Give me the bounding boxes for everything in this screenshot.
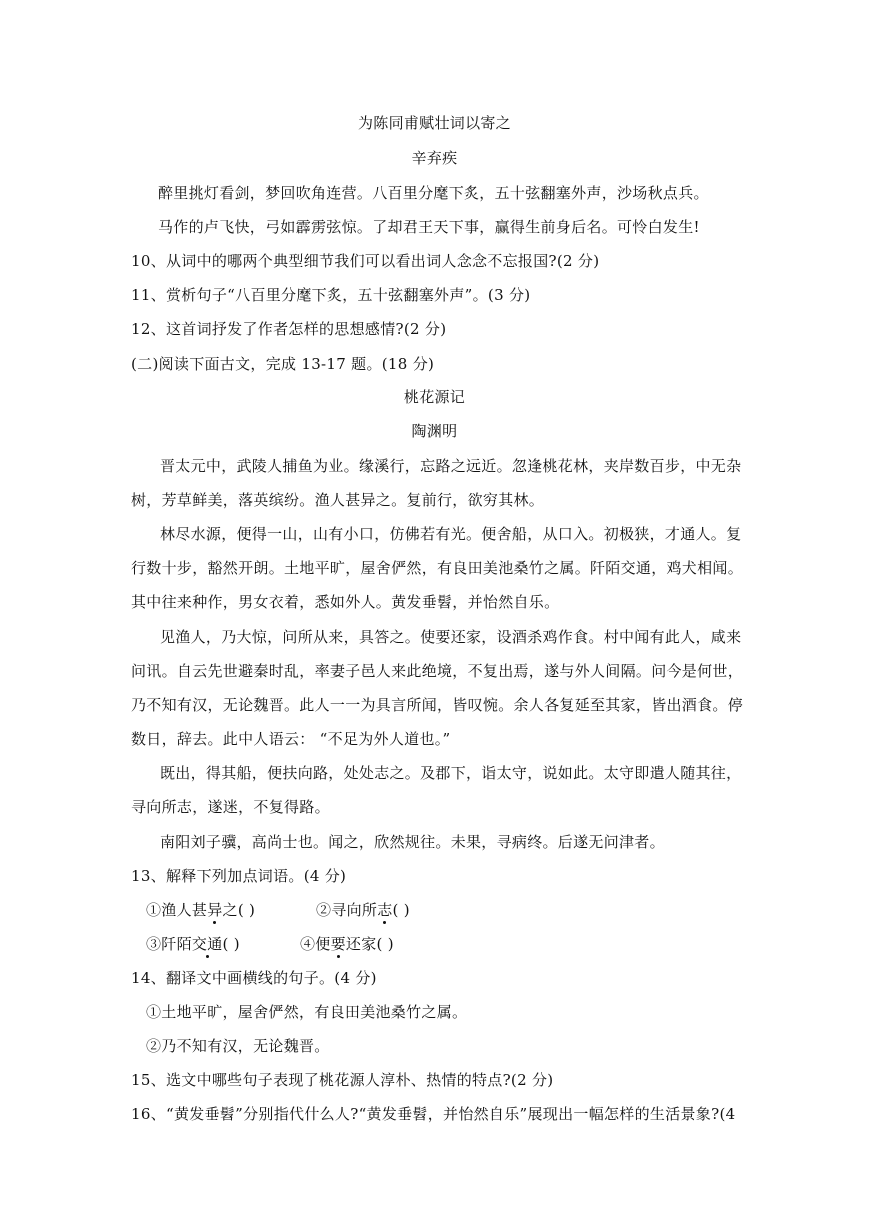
essay-line: 寻向所志，遂迷，不复得路。 (131, 798, 330, 816)
essay-line: 数日，辞去。此中人语云： “不足为外人道也。” (131, 730, 451, 748)
emphasis-dot-word: 异 (207, 901, 223, 919)
question-11: 11、赏析句子“八百里分麾下炙，五十弦翻塞外声”。(3 分) (131, 286, 531, 304)
question-13-stem: 13、解释下列加点词语。(4 分) (131, 867, 347, 885)
essay-title: 桃花源记 (403, 388, 466, 406)
question-12: 12、这首词抒发了作者怎样的思想感情?(2 分) (131, 320, 447, 338)
section-2-heading: (二)阅读下面古文，完成 13-17 题。(18 分) (131, 355, 435, 373)
essay-line: 其中往来种作，男女衣着，悉如外人。黄发垂髫，并怡然自乐。 (131, 593, 560, 611)
essay-line: 林尽水源，便得一山，山有小口，仿佛若有光。便舍船，从口入。初极狭，才通人。复 (160, 525, 742, 543)
essay-line: 问讯。自云先世避秦时乱，率妻子邑人来此绝境，不复出焉，遂与外人间隔。问今是何世， (131, 662, 744, 680)
question-14-sentence-1: ①土地平旷，屋舍俨然，有良田美池桑竹之属。 (146, 1003, 468, 1021)
emphasis-dot-word: 要 (330, 935, 346, 953)
essay-line: 晋太元中，武陵人捕鱼为业。缘溪行，忘路之远近。忽逢桃花林，夹岸数百步，中无杂 (160, 457, 742, 475)
poem-author: 辛弃疾 (411, 149, 458, 167)
question-16: 16、“黄发垂髫”分别指代什么人?“黄发垂髫，并怡然自乐”展现出一幅怎样的生活景象?(4 (131, 1105, 736, 1123)
question-14-sentence-2: ②乃不知有汉，无论魏晋。 (146, 1037, 330, 1055)
question-13-item-1: ①渔人甚异之( ) (146, 901, 256, 919)
question-13-item-3: ③阡陌交通( ) (146, 935, 240, 953)
essay-line: 树，芳草鲜美，落英缤纷。渔人甚异之。复前行，欲穷其林。 (131, 491, 545, 509)
question-10: 10、从词中的哪两个典型细节我们可以看出词人念念不忘报国?(2 分) (131, 252, 600, 270)
essay-line: 见渔人，乃大惊，问所从来，具答之。使要还家，设酒杀鸡作食。村中闻有此人，咸来 (160, 628, 742, 646)
question-14-stem: 14、翻译文中画横线的句子。(4 分) (131, 969, 377, 987)
essay-line: 乃不知有汉，无论魏晋。此人一一为具言所闻，皆叹惋。余人各复延至其家，皆出酒食。停 (131, 696, 744, 714)
essay-line: 行数十步，豁然开朗。土地平旷，屋舍俨然，有良田美池桑竹之属。阡陌交通，鸡犬相闻。 (131, 559, 744, 577)
essay-author: 陶渊明 (411, 422, 458, 440)
essay-line: 南阳刘子骥，高尚士也。闻之，欣然规往。未果，寻病终。后遂无问津者。 (160, 833, 665, 851)
poem-line-1: 醉里挑灯看剑，梦回吹角连营。八百里分麾下炙，五十弦翻塞外声，沙场秋点兵。 (158, 184, 709, 202)
poem-title: 为陈同甫赋壮词以寄之 (357, 114, 511, 132)
emphasis-dot-word: 交通 (191, 935, 223, 953)
question-13-item-2: ②寻向所志( ) (316, 901, 410, 919)
emphasis-dot-word: 志 (377, 901, 393, 919)
poem-line-2: 马作的卢飞快，弓如霹雳弦惊。了却君王天下事，赢得生前身后名。可怜白发生! (158, 218, 700, 236)
question-15: 15、选文中哪些句子表现了桃花源人淳朴、热情的特点?(2 分) (131, 1071, 554, 1089)
essay-line: 既出，得其船，便扶向路，处处志之。及郡下，诣太守，说如此。太守即遣人随其往， (160, 764, 742, 782)
question-13-item-4: ④便要还家( ) (300, 935, 394, 953)
